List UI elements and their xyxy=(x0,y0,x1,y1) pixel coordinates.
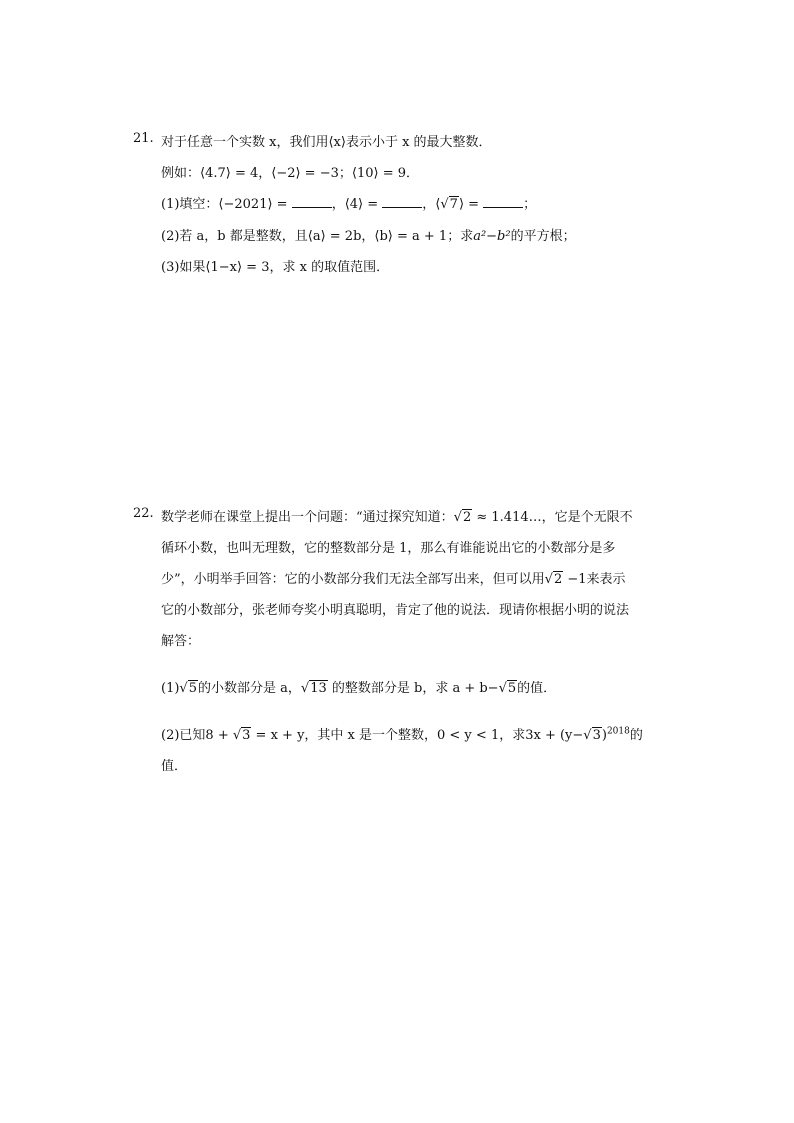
q22-part1 xyxy=(161,677,556,696)
q21-part1-prefix: (1)填空：⟨−2021⟩ = xyxy=(161,197,292,212)
q22-line3 xyxy=(161,568,626,587)
sqrt-5-b: √5 xyxy=(498,681,517,696)
q22-part1-d: 的值． xyxy=(517,681,557,696)
q22-part2-a: (2)已知8 + xyxy=(161,728,233,743)
q22-line1-b: ≈ 1.414…，它是个无限不 xyxy=(472,510,633,525)
q21-part1-mid1: ，⟨4⟩ = xyxy=(331,197,383,212)
q22-part2-b: = x + y，其中 x 是一个整数，0 < y < 1，求3x + (y− xyxy=(251,728,584,743)
sqrt-13: √13 xyxy=(300,681,327,696)
exponent-2018: 2018 xyxy=(606,726,630,737)
sqrt-2-b: √2 xyxy=(544,572,563,587)
q21-part2-expression: a²−b² xyxy=(473,229,511,244)
answer-blank-1 xyxy=(292,197,332,208)
q21-part2-suffix: 的平方根； xyxy=(510,229,576,244)
q22-line3-a: 少”，小明举手回答：它的小数部分我们无法全部写出来，但可以用 xyxy=(161,572,545,587)
question-22-number: 22. xyxy=(133,506,154,521)
sqrt-3-b: √3 xyxy=(583,728,601,743)
q22-line2: 循环小数，也叫无理数，它的整数部分是 1，那么有谁能说出它的小数部分是多 xyxy=(161,541,616,556)
q22-part2-d: 的 xyxy=(629,728,643,743)
q21-part2-prefix: (2)若 a，b 都是整数，且⟨a⟩ = 2b，⟨b⟩ = a + 1；求 xyxy=(161,229,474,244)
q21-part1 xyxy=(161,193,536,212)
sqrt-5-a: √5 xyxy=(179,681,197,696)
q22-part2-line2: 值． xyxy=(161,759,188,774)
q22-line1-a: 数学老师在课堂上提出一个问题：“通过探究知道： xyxy=(161,510,454,525)
q21-part1-mid3: ⟩ = xyxy=(458,197,484,212)
q21-part2 xyxy=(161,225,576,244)
q22-line3-b: −1来表示 xyxy=(563,572,626,587)
q22-part1-c: 的整数部分是 b，求 a + b− xyxy=(327,681,499,696)
q21-example: 例如：⟨4.7⟩ = 4，⟨−2⟩ = −3；⟨10⟩ = 9． xyxy=(161,166,419,181)
q21-part3: (3)如果⟨1−x⟩ = 3，求 x 的取值范围． xyxy=(161,260,390,275)
answer-blank-3 xyxy=(483,197,523,208)
q22-line4: 它的小数部分，张老师夸奖小明真聪明，肯定了他的说法．现请你根据小明的说法 xyxy=(161,603,630,618)
q21-stem: 对于任意一个实数 x，我们用⟨x⟩表示小于 x 的最大整数． xyxy=(161,135,492,150)
sqrt-3-a: √3 xyxy=(232,728,251,743)
answer-blank-2 xyxy=(382,197,422,208)
q21-part1-end: ； xyxy=(523,197,537,212)
q21-part1-mid2: ，⟨ xyxy=(422,197,441,212)
q22-line1 xyxy=(161,506,633,525)
sqrt-7: √7 xyxy=(440,197,458,212)
q22-part2-c: ) xyxy=(601,728,607,743)
question-21-number: 21. xyxy=(133,131,154,146)
q22-part1-b: 的小数部分是 a， xyxy=(198,681,301,696)
sqrt-2-a: √2 xyxy=(453,510,472,525)
q22-line5: 解答： xyxy=(161,634,201,649)
q22-part1-a: (1) xyxy=(161,681,180,696)
q22-part2 xyxy=(161,724,643,743)
